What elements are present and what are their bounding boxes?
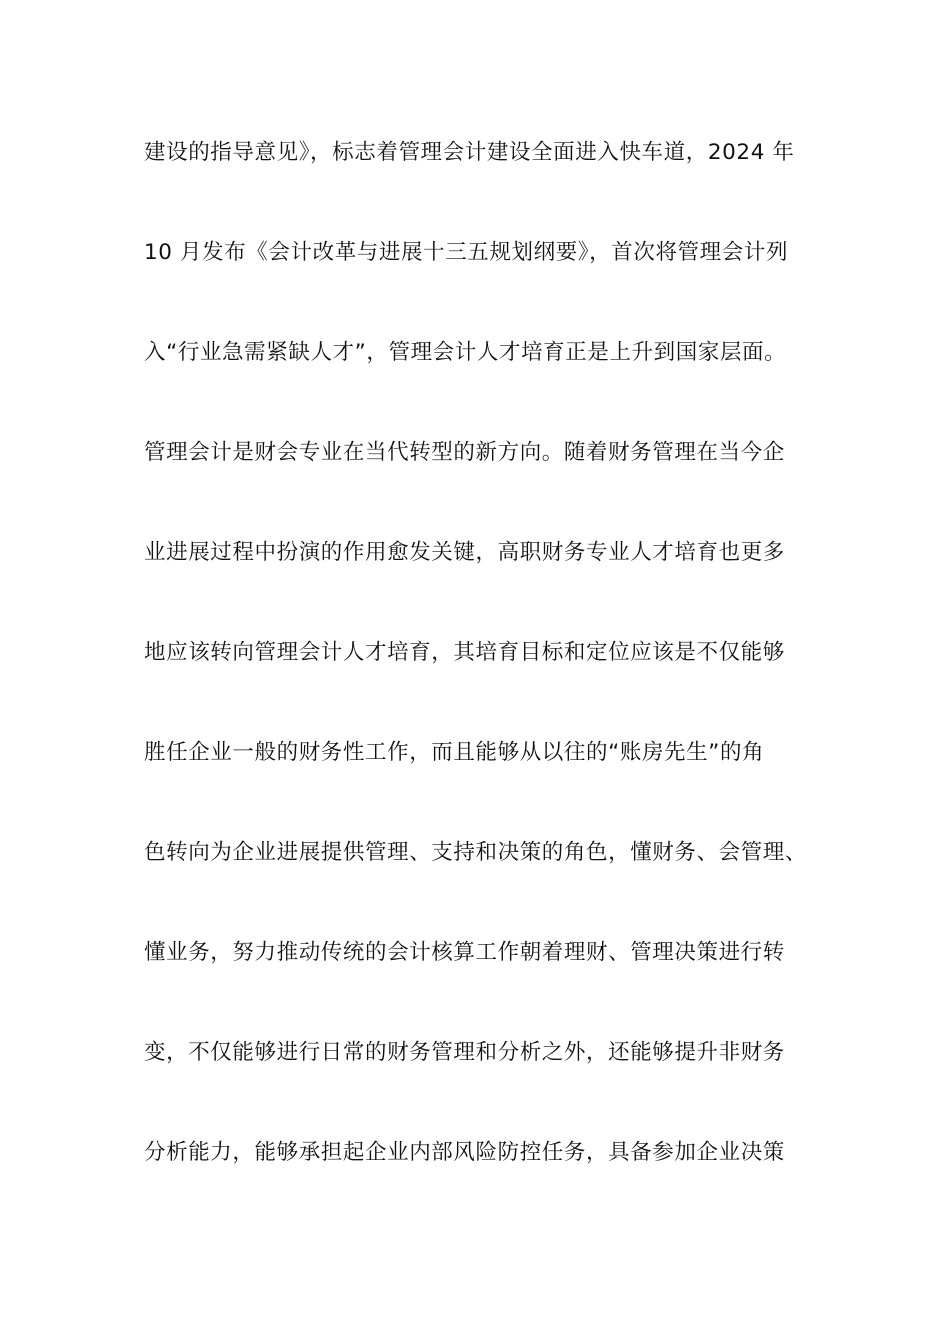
text-line-2: 10 月发布《会计改革与进展十三五规划纲要》，首次将管理会计列 (144, 240, 789, 265)
text-line-4: 管理会计是财会专业在当代转型的新方向。随着财务管理在当今企 (144, 440, 785, 465)
text-line-5: 业进展过程中扮演的作用愈发关键，高职财务专业人才培育也更多 (144, 540, 785, 565)
body-text (144, 131, 824, 1231)
text-line-8: 色转向为企业进展提供管理、支持和决策的角色，懂财务、会管理、 (144, 840, 808, 865)
text-line-7: 胜任企业一般的财务性工作，而且能够从以往的“账房先生”的角 (144, 740, 765, 765)
text-line-1: 建设的指导意见》，标志着管理会计建设全面进入快车道，2024 年 (144, 140, 795, 165)
text-line-11: 分析能力，能够承担起企业内部风险防控任务，具备参加企业决策 (144, 1140, 785, 1165)
text-line-10: 变，不仅能够进行日常的财务管理和分析之外，还能够提升非财务 (144, 1040, 785, 1065)
text-line-9: 懂业务，努力推动传统的会计核算工作朝着理财、管理决策进行转 (144, 940, 785, 965)
text-line-3: 入“行业急需紧缺人才”，管理会计人才培育正是上升到国家层面。 (144, 340, 787, 365)
text-line-6: 地应该转向管理会计人才培育，其培育目标和定位应该是不仅能够 (144, 640, 785, 665)
